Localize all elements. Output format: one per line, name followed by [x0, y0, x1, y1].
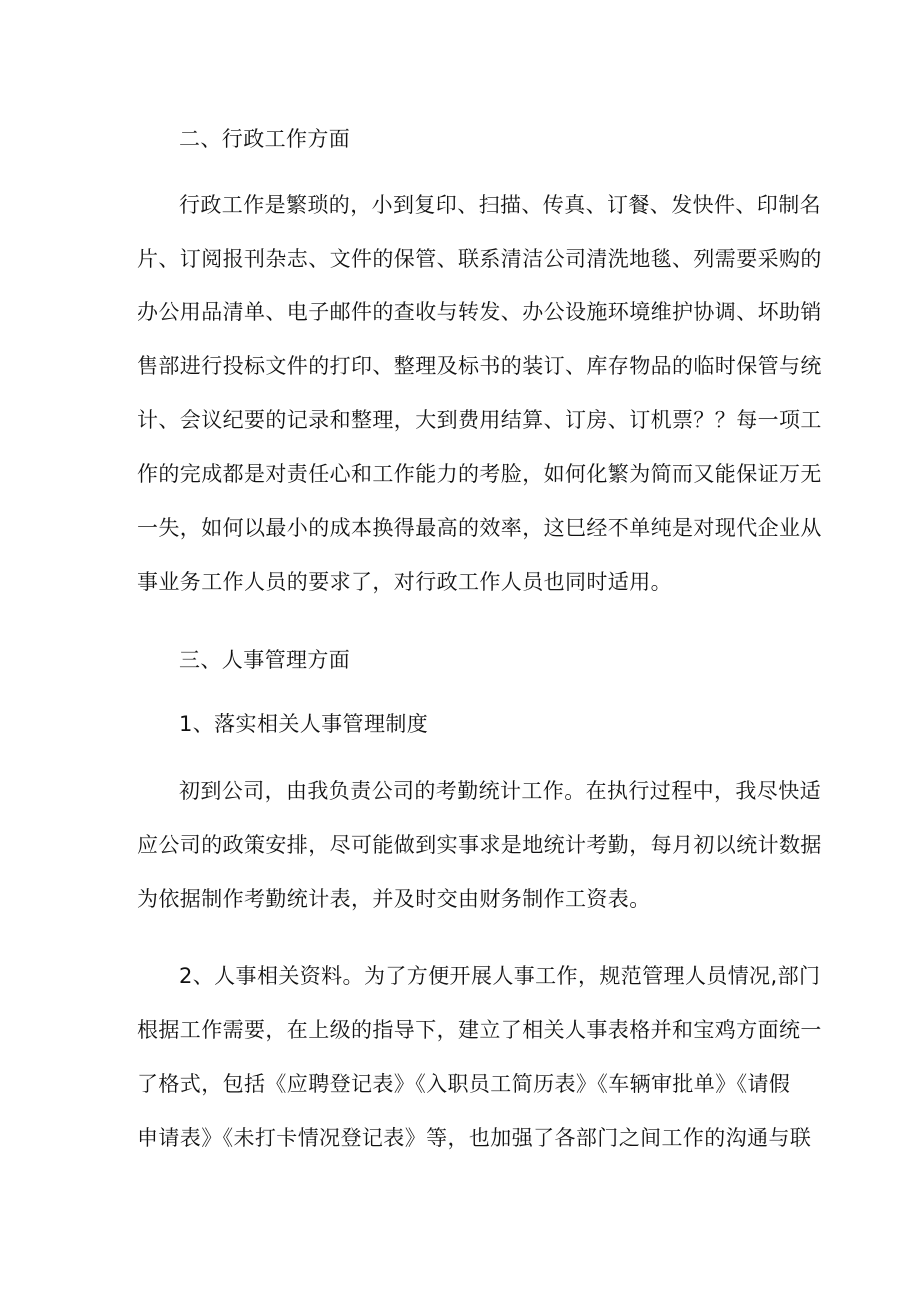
subheading-1: 1、落实相关人事管理制度 [179, 712, 429, 736]
paragraph-line: 行政工作是繁琐的，小到复印、扫描、传真、订餐、发快件、印制名 [179, 193, 821, 217]
paragraph-line: 售部进行投标文件的打印、整理及标书的装订、库存物品的临时保管与统 [137, 354, 822, 378]
paragraph-line: 事业务工作人员的要求了，对行政工作人员也同时适用。 [137, 570, 672, 594]
paragraph-line: 应公司的政策安排，尽可能做到实事求是地统计考勤，每月初以统计数据 [137, 833, 822, 857]
paragraph-line: 为依据制作考勤统计表，并及时交由财务制作工资表。 [137, 887, 651, 911]
paragraph-line: 计、会议纪要的记录和整理，大到费用结算、订房、订机票？？每一项工 [137, 408, 822, 432]
paragraph-line: 一失，如何以最小的成本换得最高的效率，这巳经不单纯是对现代企业从 [137, 516, 822, 540]
paragraph-line: 片、订阅报刊杂志、文件的保管、联系清洁公司清洗地毯、列需要采购的 [137, 247, 822, 271]
paragraph-line: 初到公司，由我负责公司的考勤统计工作。在执行过程中，我尽快适 [179, 779, 821, 803]
paragraph-line: 办公用品清单、电子邮件的查收与转发、办公设施环境维护协调、坏助销 [137, 300, 822, 324]
section-heading-hr: 三、人事管理方面 [179, 648, 351, 672]
paragraph-line: 了格式，包括《应聘登记表》《入职员工简历表》《车辆审批单》《请假 [137, 1072, 791, 1096]
paragraph-line: 申请表》《未打卡情况登记表》等，也加强了各部门之间工作的沟通与联 [137, 1126, 812, 1150]
paragraph-line: 2、人事相关资料。为了方便开展人事工作，规范管理人员情况,部门 [179, 964, 821, 988]
paragraph-line: 根据工作需要，在上级的指导下，建立了相关人事表格并和宝鸡方面统一 [137, 1018, 822, 1042]
paragraph-line: 作的完成都是对责任心和工作能力的考脸，如何化繁为简而又能保证万无 [137, 462, 822, 486]
section-heading-admin: 二、行政工作方面 [179, 127, 351, 151]
